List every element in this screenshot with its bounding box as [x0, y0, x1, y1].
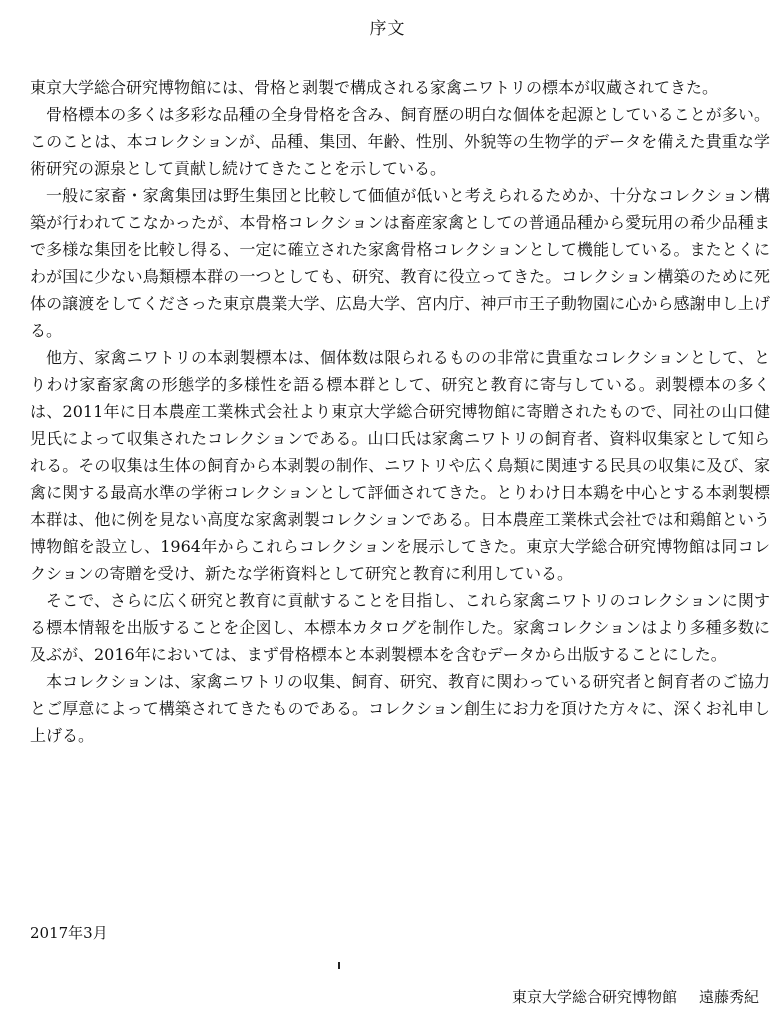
paragraph-6: 本コレクションは、家禽ニワトリの収集、飼育、研究、教育に関わっている研究者と飼育者のご協力とご厚意によって構築されてきたものである。コレクション創生にお力を頂けた方々に、深くお礼申し上げる。	[30, 672, 770, 745]
paragraph-3: 一般に家畜・家禽集団は野生集団と比較して価値が低いと考えられるためか、十分なコレクション構築が行われてこなかったが、本骨格コレクションは畜産家禽としての普通品種から愛玩用の希少品種まで多様な集団を比較し得る、一定に確立された家禽骨格コレクションとして機能している。またとくにわが国に少ない鳥類標本群の一つとしても、研究、教育に役立ってきた。コレクション構築のために死体の譲渡をしてくださった東京農業大学、広島大学、宮内庁、神戸市王子動物園に心から感謝申し上げる。	[30, 186, 770, 340]
signature-author: 遠藤秀紀	[698, 988, 759, 1006]
signature-institution: 東京大学総合研究博物館	[511, 988, 677, 1006]
scan-mark	[338, 962, 340, 969]
page-title: 序文	[369, 19, 406, 39]
paragraph-1: 東京大学総合研究博物館には、骨格と剥製で構成される家禽ニワトリの標本が収蔵されてきた。	[30, 78, 719, 97]
body-text	[30, 74, 770, 749]
date: 2017年3月	[30, 924, 108, 942]
signature	[512, 986, 759, 1007]
paragraph-2: 骨格標本の多くは多彩な品種の全身骨格を含み、飼育歴の明白な個体を起源としていることが多い。このことは、本コレクションが、品種、集団、年齢、性別、外貌等の生物学的データを備えた貴重な学術研究の源泉として貢献し続けてきたことを示している。	[30, 105, 770, 178]
paragraph-4: 他方、家禽ニワトリの本剥製標本は、個体数は限られるものの非常に貴重なコレクションとして、とりわけ家畜家禽の形態学的多様性を語る標本群として、研究と教育に寄与している。剥製標本の多くは、2011年に日本農産工業株式会社より東京大学総合研究博物館に寄贈されたもので、同社の山口健児氏によって収集されたコレクションである。山口氏は家禽ニワトリの飼育者、資料収集家として知られる。その収集は生体の飼育から本剥製の制作、ニワトリや広く鳥類に関連する民具の収集に及び、家禽に関する最高水準の学術コレクションとして評価されてきた。とりわけ日本鶏を中心とする本剥製標本群は、他に例を見ない高度な家禽剥製コレクションである。日本農産工業株式会社では和鶏館という博物館を設立し、1964年からこれらコレクションを展示してきた。東京大学総合研究博物館は同コレクションの寄贈を受け、新たな学術資料として研究と教育に利用している。	[30, 348, 770, 583]
paragraph-5: そこで、さらに広く研究と教育に貢献することを目指し、これら家禽ニワトリのコレクションに関する標本情報を出版することを企図し、本標本カタログを制作した。家禽コレクションはより多種多数に及ぶが、2016年においては、まず骨格標本と本剥製標本を含むデータから出版することにした。	[30, 591, 770, 664]
